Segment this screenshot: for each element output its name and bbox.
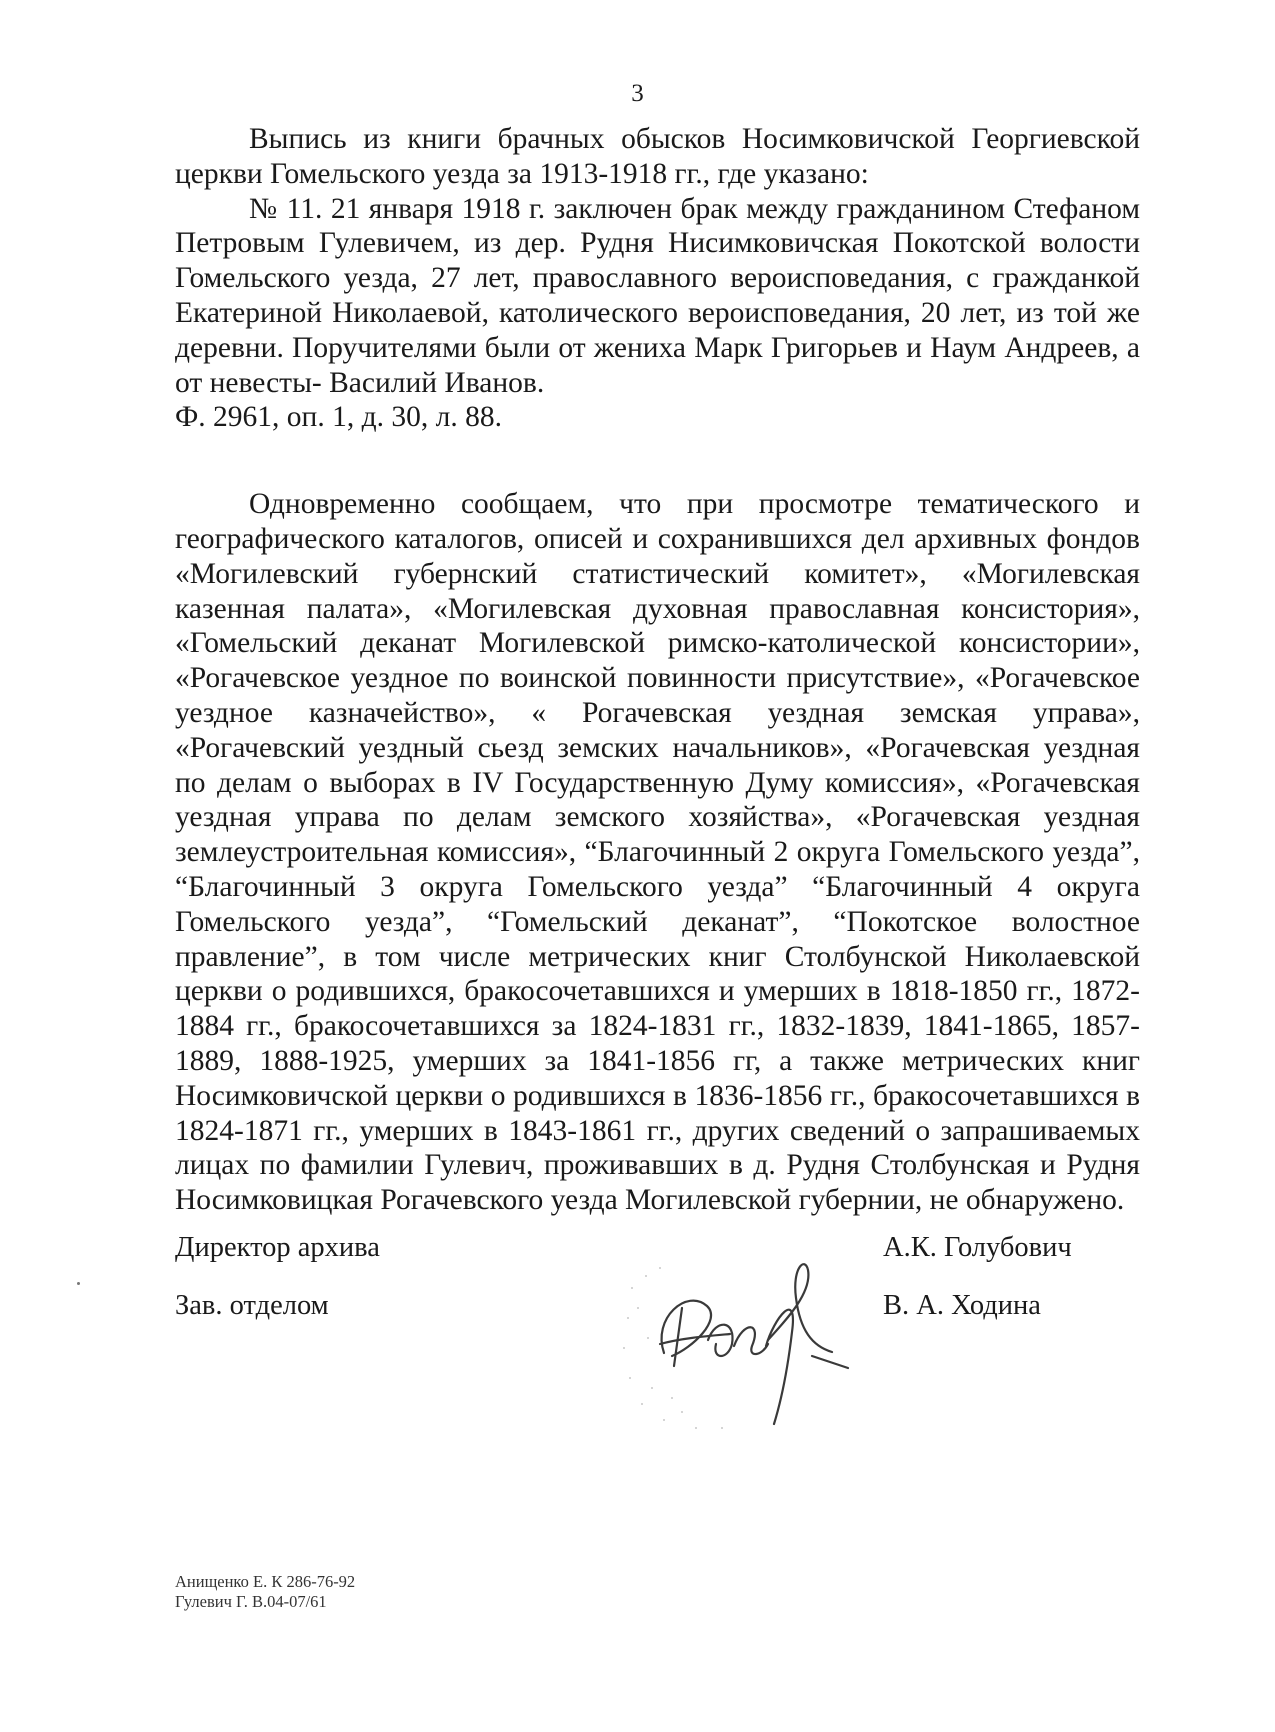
head-name: В. А. Ходина bbox=[883, 1290, 1041, 1321]
handwritten-signature bbox=[612, 1248, 902, 1438]
director-name: А.К. Голубович bbox=[883, 1232, 1072, 1263]
head-title: Зав. отделом bbox=[175, 1290, 329, 1321]
footer-reference: Гулевич Г. В.04-07/61 bbox=[175, 1592, 327, 1611]
page-number: 3 bbox=[631, 80, 644, 107]
document-body bbox=[175, 122, 1140, 1218]
paragraph-marriage-record: № 11. 21 января 1918 г. заключен брак между гражданином Стефаном Петровым Гулевичем, из дер. Рудня Нисимковичская Покотской волости Гомельского уезда, 27 лет, православного вероисповедания, с гражданкой Екатериной Николаевой, католического вероисповедания, 20 лет, из той же деревни. Поручителями были от жениха Марк Григорьев и Наум Андреев, а от невесты- Василий Иванов. bbox=[175, 192, 1140, 399]
paragraph-extract-intro: Выпись из книги брачных обысков Носимковичской Георгиевской церкви Гомельского уезда за 1913-1918 гг., где указано: bbox=[175, 123, 1140, 190]
footer-note bbox=[175, 1572, 355, 1612]
footer-executor: Анищенко Е. К 286-76-92 bbox=[175, 1572, 356, 1591]
paragraph-search-result: Одновременно сообщаем, что при просмотре тематического и географического каталогов, описей и сохранившихся дел архивных фондов «Могилевский губернский статистический комитет», «Могилевская казенная палата», «Могилевская духовная православная консистория», «Гомельский деканат Могилевской римско-католической консистории», «Рогачевское уездное по воинской повинности присутствие», «Рогачевское уездное казначейство», « Рогачевская уездная земская управа», «Рогачевский уездный сьезд земских начальников», «Рогачевская уездная по делам о выборах в IV Государственную Думу комиссия», «Рогачевская уездная управа по делам земского хозяйства», «Рогачевская уездная землеустроительная комиссия», “Благочинный 2 округа Гомельского уезда”, “Благочинный 3 округа Гомельского уезда” “Благочинный 4 округа Гомельского уезда”, “Гомельский деканат”, “Покотское волостное правление”, в том числе метрических книг Столбунской Николаевской церкви о родившихся, бракосочетавшихся и умерших в 1818-1850 гг., 1872-1884 гг., бракосочетавшихся за 1824-1831 гг., 1832-1839, 1841-1865, 1857-1889, 1888-1925, умерших за 1841-1856 гг, а также метрических книг Носимковичской церкви о родившихся в 1836-1856 гг., бракосочетавшихся в 1824-1871 гг., умерших в 1843-1861 гг., других сведений о запрашиваемых лицах по фамилии Гулевич, проживавших в д. Рудня Столбунская и Рудня Носимковицкая Рогачевского уезда Могилевской губернии, не обнаружено. bbox=[175, 488, 1140, 1217]
paragraph-archive-reference: Ф. 2961, оп. 1, д. 30, л. 88. bbox=[175, 401, 502, 434]
director-title: Директор архива bbox=[175, 1232, 380, 1263]
scan-speck bbox=[77, 1282, 80, 1285]
